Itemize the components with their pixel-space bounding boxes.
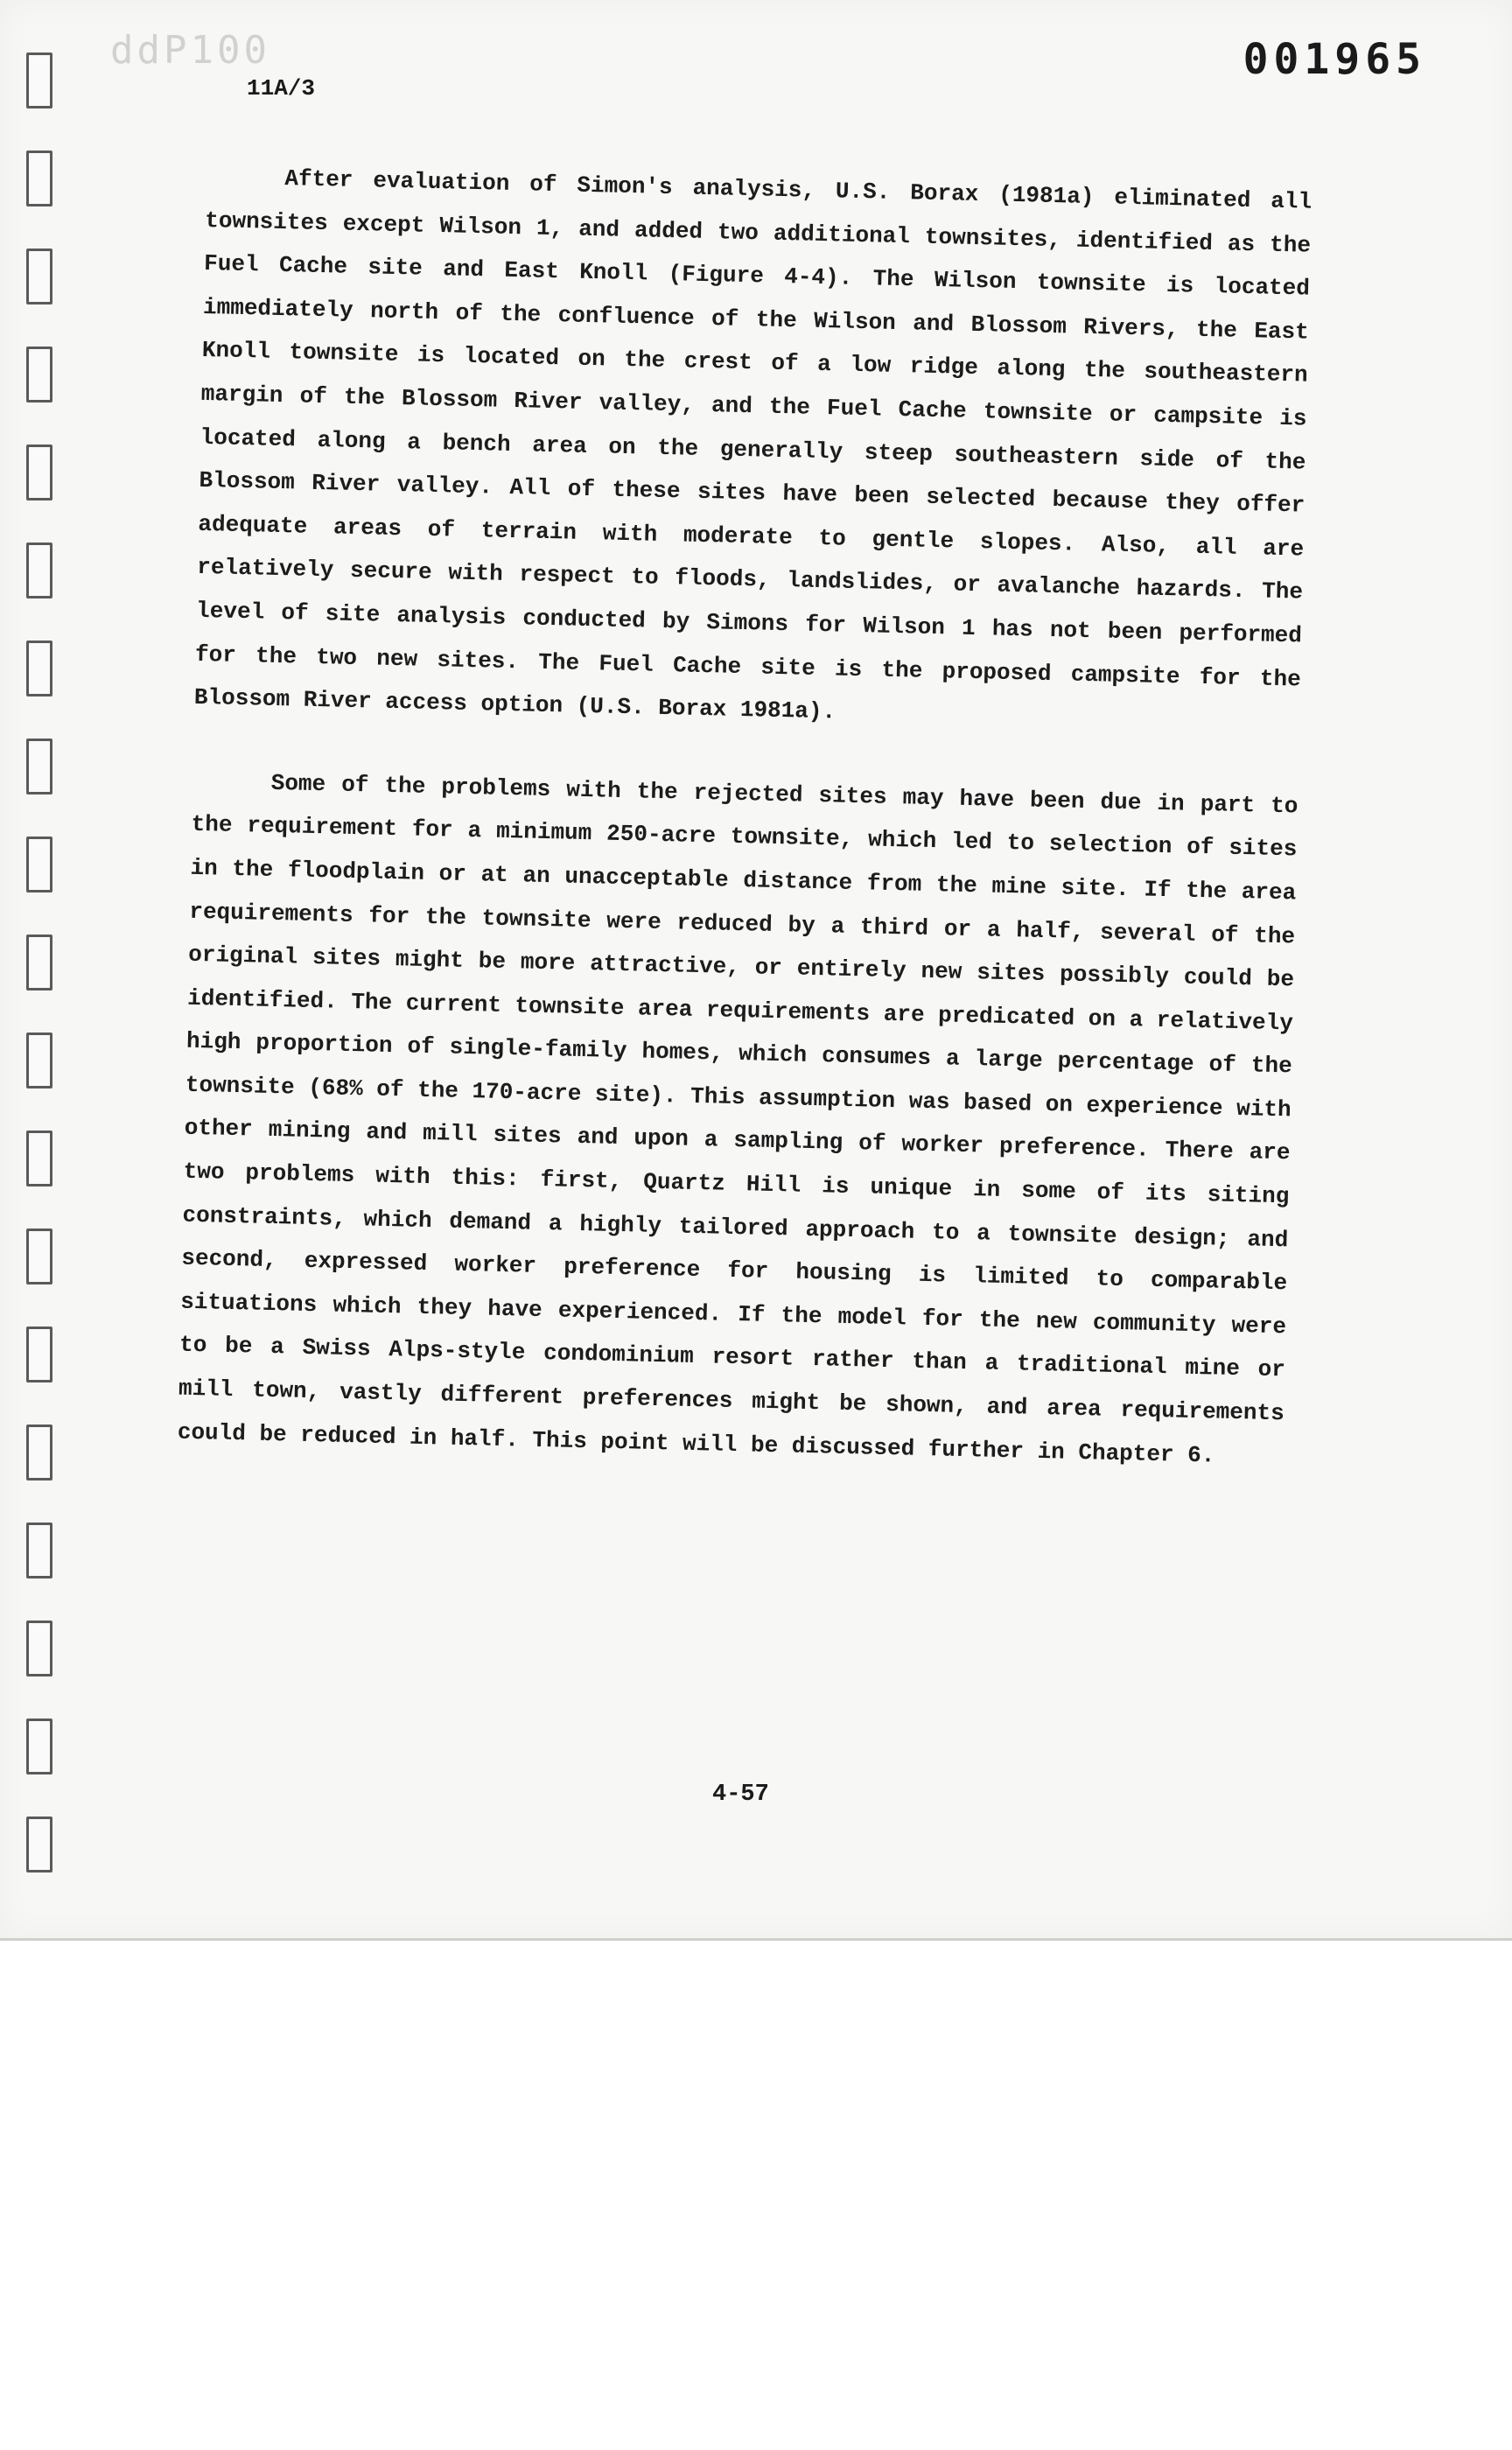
page-number: 4-57 bbox=[712, 1782, 769, 1808]
body-text bbox=[177, 156, 1312, 1480]
punch-hole bbox=[26, 444, 52, 500]
punch-hole bbox=[26, 640, 52, 696]
binder-punch-holes bbox=[26, 52, 61, 1872]
punch-hole bbox=[26, 1130, 52, 1186]
punch-hole bbox=[26, 738, 52, 794]
punch-hole bbox=[26, 836, 52, 892]
punch-hole bbox=[26, 150, 52, 206]
punch-hole bbox=[26, 52, 52, 108]
paragraph-2: Some of the problems with the rejected sites may have been due in part to the requirement for a minimum 250-acre townsite, which led to selection of sites in the floodplain or at an unacceptable distance from the mine site. If the area requirements for the townsite were reduced by a third or a half, several of the original sites might be more attractive, or entirely new sites possibly could be identified. The current townsite area requirements are predicated on a relatively high proportion of single-family homes, which consumes a large percentage of the townsite (68% of the 170-acre site). This assumption was based on experience with other mining and mill sites and upon a sampling of worker preference. There are two problems with this: first, Quartz Hill is unique in some of its siting constraints, which demand a highly tailored approach to a townsite design; and second, expressed worker preference for housing is limited to comparable situations which they have experienced. If the model for the new community were to be a Swiss Alps-style condominium resort rather than a traditional mine or mill town, vastly different preferences might be shown, and area requirements could be reduced in half. This point will be discussed further in Chapter 6. bbox=[177, 769, 1298, 1469]
punch-hole bbox=[26, 1326, 52, 1382]
punch-hole bbox=[26, 1032, 52, 1088]
paragraph-1: After evaluation of Simon's analysis, U.S. Borax (1981a) eliminated all townsites except Wilson 1, and added two additional townsites, identified as the Fuel Cache site and East Knoll (Figure 4-4). The Wilson townsite is located immediately north of the confluence of the Wilson and Blossom Rivers, the East Knoll townsite is located on the crest of a low ridge along the southeastern margin of the Blossom River valley, and the Fuel Cache townsite or campsite is located along a bench area on the generally steep southeastern side of the Blossom River valley. All of these sites have been selected because they offer adequate areas of terrain with moderate to gentle slopes. Also, all are relatively secure with respect to floods, landslides, or avalanche hazards. The level of site analysis conducted by Simons for Wilson 1 has not been performed for the two new sites. The Fuel Cache site is the proposed campsite for the Blossom River access option (U.S. Borax 1981a). bbox=[193, 165, 1312, 725]
faint-stamp: ddP100 bbox=[110, 28, 270, 73]
punch-hole bbox=[26, 1816, 52, 1872]
punch-hole bbox=[26, 934, 52, 990]
punch-hole bbox=[26, 248, 52, 304]
punch-hole bbox=[26, 1718, 52, 1774]
punch-hole bbox=[26, 1228, 52, 1284]
punch-hole bbox=[26, 1620, 52, 1676]
punch-hole bbox=[26, 542, 52, 598]
punch-hole bbox=[26, 1522, 52, 1578]
punch-hole bbox=[26, 346, 52, 402]
punch-hole bbox=[26, 1424, 52, 1480]
bates-number: 001965 bbox=[1242, 35, 1426, 84]
file-reference: 11A/3 bbox=[247, 75, 316, 102]
